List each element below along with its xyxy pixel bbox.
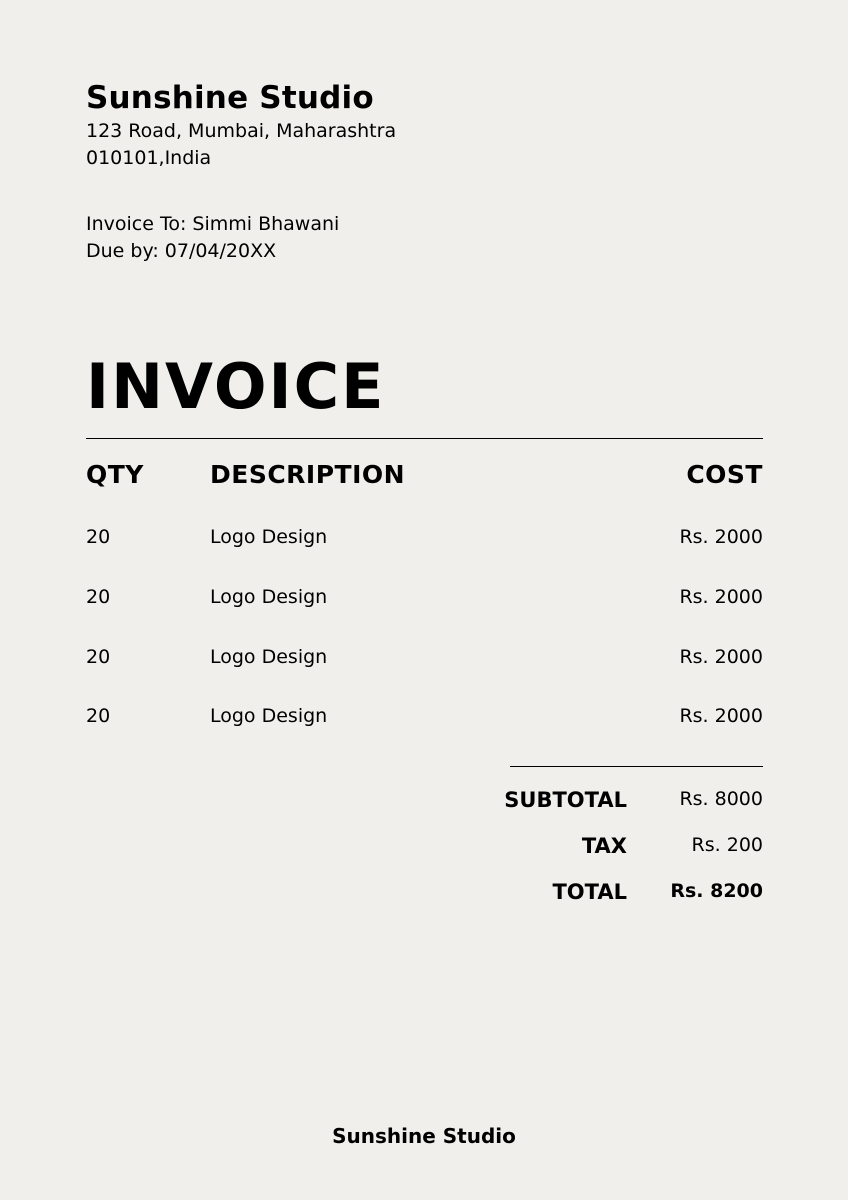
table-row (0, 705, 848, 735)
total-value: Rs. 8200 (670, 880, 763, 902)
row-cost: Rs. 2000 (679, 526, 763, 548)
header-divider (86, 438, 763, 439)
column-header-qty: QTY (86, 460, 144, 489)
column-header-description: DESCRIPTION (210, 460, 406, 489)
footer-company-name: Sunshine Studio (332, 1124, 516, 1148)
company-address-line1: 123 Road, Mumbai, Maharashtra (86, 120, 397, 142)
row-qty: 20 (86, 705, 111, 727)
table-row (0, 646, 848, 676)
due-date: Due by: 07/04/20XX (86, 240, 277, 262)
invoice-to: Invoice To: Simmi Bhawani (86, 213, 340, 235)
total-label: TOTAL (552, 880, 627, 904)
row-cost: Rs. 2000 (679, 586, 763, 608)
tax-label: TAX (581, 834, 627, 858)
document-title: INVOICE (86, 350, 386, 423)
row-cost: Rs. 2000 (679, 705, 763, 727)
table-row (0, 586, 848, 616)
row-qty: 20 (86, 526, 111, 548)
totals-divider (510, 766, 763, 767)
row-cost: Rs. 2000 (679, 646, 763, 668)
tax-value: Rs. 200 (691, 834, 763, 856)
company-name: Sunshine Studio (86, 80, 374, 116)
subtotal-label: SUBTOTAL (504, 788, 627, 812)
column-header-cost: COST (686, 460, 763, 489)
row-qty: 20 (86, 586, 111, 608)
row-description: Logo Design (210, 586, 328, 608)
subtotal-value: Rs. 8000 (679, 788, 763, 810)
table-row (0, 526, 848, 556)
row-description: Logo Design (210, 705, 328, 727)
row-qty: 20 (86, 646, 111, 668)
row-description: Logo Design (210, 646, 328, 668)
company-address-line2: 010101,India (86, 147, 212, 169)
row-description: Logo Design (210, 526, 328, 548)
